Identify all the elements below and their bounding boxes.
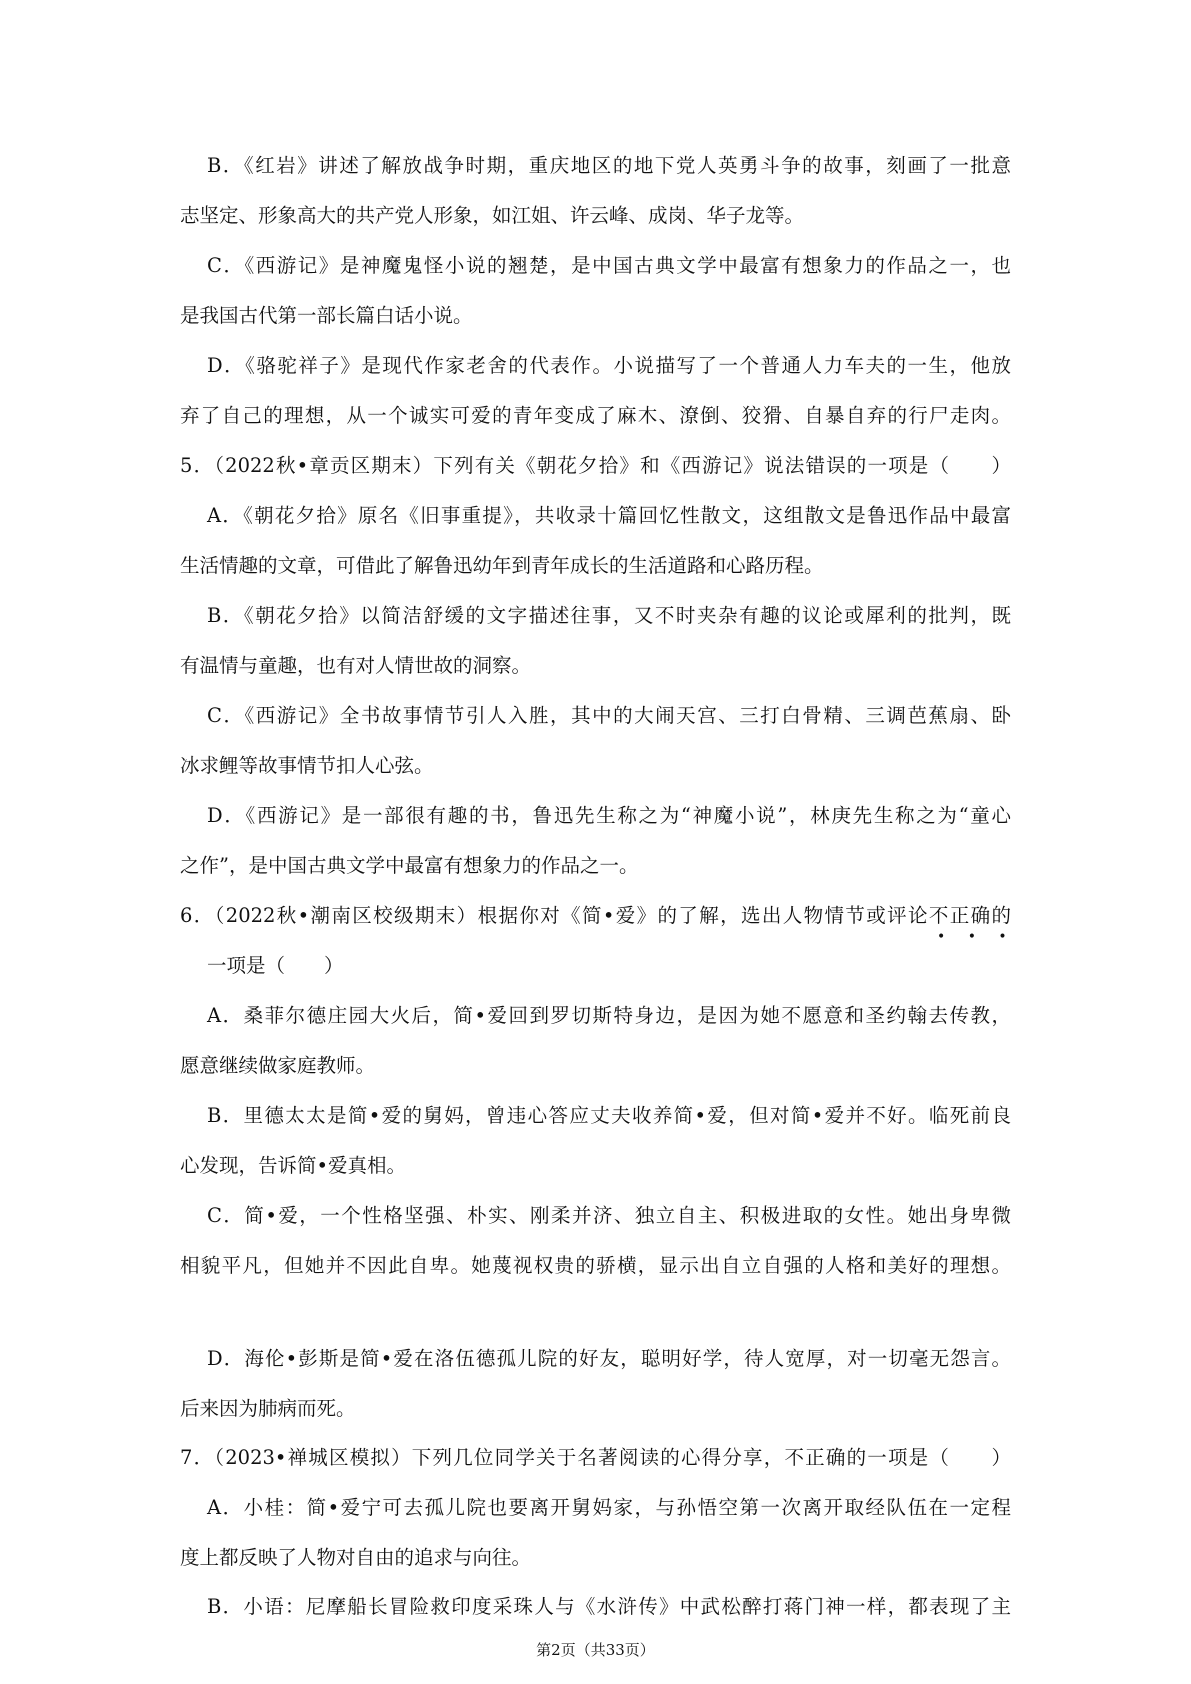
text-line: A．《朝花夕拾》原名《旧事重提》，共收录十篇回忆性散文，这组散文是鲁迅作品中最富 [207,504,1011,527]
text-line: C．简•爱，一个性格坚强、朴实、刚柔并济、独立自主、积极进取的女性。她出身卑微 [207,1204,1011,1227]
text-line: D．海伦•彭斯是简•爱在洛伍德孤儿院的好友，聪明好学，待人宽厚，对一切毫无怨言。 [207,1347,1011,1370]
text-line: 之作”，是中国古典文学中最富有想象力的作品之一。 [180,854,639,877]
text-line: 心发现，告诉简•爱真相。 [180,1154,407,1177]
text-line: B．小语：尼摩船长冒险救印度采珠人与《水浒传》中武松醉打蒋门神一样，都表现了主 [207,1595,1011,1618]
text-line: 愿意继续做家庭教师。 [180,1054,376,1077]
text-line: B．《红岩》讲述了解放战争时期，重庆地区的地下党人英勇斗争的故事，刻画了一批意 [207,154,1011,177]
text-line: 生活情趣的文章，可借此了解鲁迅幼年到青年成长的生活道路和心路历程。 [180,554,824,577]
text-line: 有温情与童趣，也有对人情世故的洞察。 [180,654,532,677]
text-line: C．《西游记》是神魔鬼怪小说的翘楚，是中国古典文学中最富有想象力的作品之一，也 [207,254,1011,277]
text-line: A．小桂：简•爱宁可去孤儿院也要离开舅妈家，与孙悟空第一次离开取经队伍在一定程 [207,1496,1011,1519]
question-6-stem: 6．（2022秋•潮南区校级期末）根据你对《简•爱》的了解，选出人物情节或评论不正确的 [180,904,1011,927]
text-line: B．里德太太是简•爱的舅妈，曾违心答应丈夫收养简•爱，但对简•爱并不好。临死前良 [207,1104,1011,1127]
text-line: 弃了自己的理想，从一个诚实可爱的青年变成了麻木、潦倒、狡猾、自暴自弃的行尸走肉。 [180,404,1011,427]
text-line: 一项是（ ） [207,954,344,977]
text-line: B．《朝花夕拾》以简洁舒缓的文字描述往事，又不时夹杂有趣的议论或犀利的批判，既 [207,604,1011,627]
text-line: D．《西游记》是一部很有趣的书，鲁迅先生称之为“神魔小说”，林庚先生称之为“童心 [207,804,1011,827]
question-5-stem: 5．（2022秋•章贡区期末）下列有关《朝花夕拾》和《西游记》说法错误的一项是（ ） [180,454,1011,477]
text-line: A．桑菲尔德庄园大火后，简•爱回到罗切斯特身边，是因为她不愿意和圣约翰去传教， [207,1004,1011,1027]
question-7-stem: 7．（2023•禅城区模拟）下列几位同学关于名著阅读的心得分享，不正确的一项是（ ） [180,1446,1011,1469]
text-line: 是我国古代第一部长篇白话小说。 [180,304,473,327]
text-line: 度上都反映了人物对自由的追求与向往。 [180,1546,532,1569]
text-line: 后来因为肺病而死。 [180,1397,356,1420]
emphasis-marks: • • • [937,929,1016,945]
text-line: 冰求鲤等故事情节扣人心弦。 [180,754,434,777]
text-line: D．《骆驼祥子》是现代作家老舍的代表作。小说描写了一个普通人力车夫的一生，他放 [207,354,1011,377]
text-line: C．《西游记》全书故事情节引人入胜，其中的大闹天宫、三打白骨精、三调芭蕉扇、卧 [207,704,1011,727]
text-line: 志坚定、形象高大的共产党人形象，如江姐、许云峰、成岗、华子龙等。 [180,204,805,227]
text-line: 相貌平凡，但她并不因此自卑。她蔑视权贵的骄横，显示出自立自强的人格和美好的理想。 [180,1254,1011,1277]
page-footer: 第2页（共33页） [536,1641,655,1659]
